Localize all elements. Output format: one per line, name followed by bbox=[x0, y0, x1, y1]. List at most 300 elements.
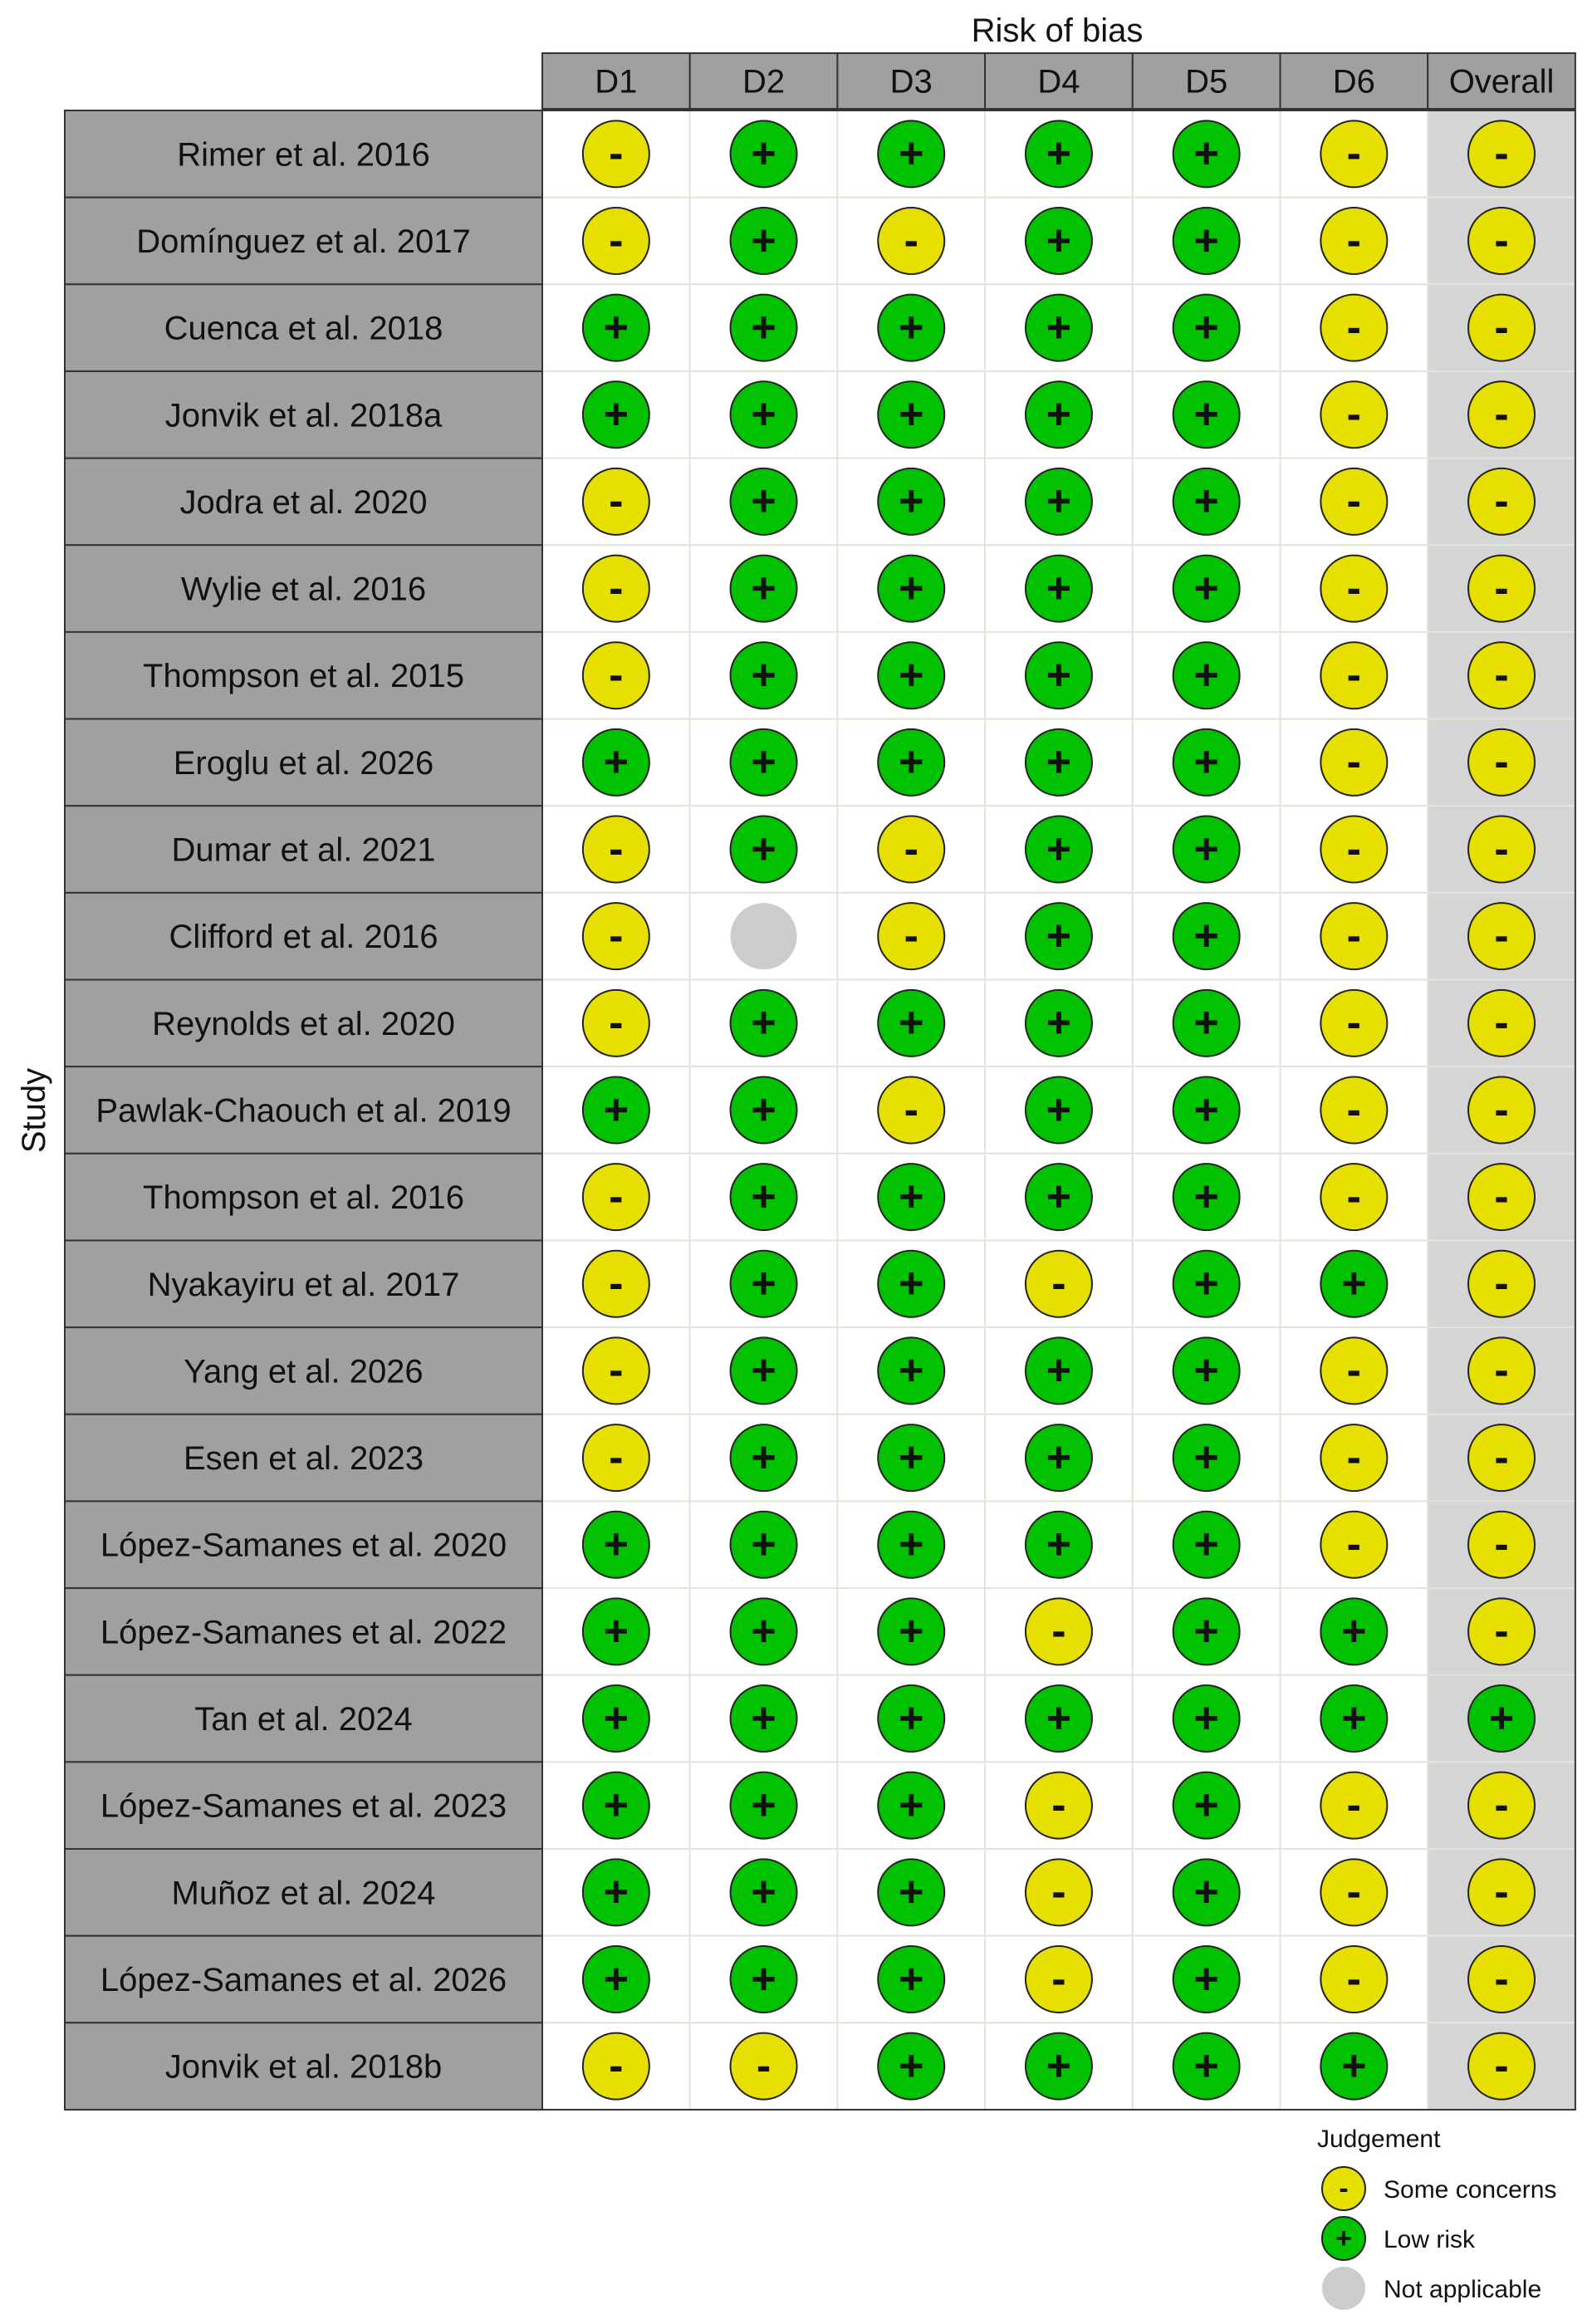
judgement-low-risk bbox=[583, 1859, 649, 1925]
judgement-some-concerns bbox=[1320, 729, 1387, 796]
judgement-some-concerns bbox=[731, 2033, 797, 2100]
judgement-some-concerns-symbol: - bbox=[609, 2042, 624, 2091]
judgement-low-risk-symbol: + bbox=[1046, 1346, 1072, 1395]
judgement-some-concerns-symbol: - bbox=[1346, 216, 1362, 265]
judgement-low-risk-symbol: + bbox=[1341, 2042, 1367, 2091]
study-label: López-Samanes et al. 2020 bbox=[100, 1527, 507, 1564]
judgement-some-concerns-symbol: - bbox=[1494, 477, 1509, 526]
judgement-low-risk-symbol: + bbox=[899, 1954, 924, 2003]
judgement-some-concerns bbox=[583, 208, 649, 274]
judgement-low-risk bbox=[878, 2033, 944, 2100]
judgement-some-concerns bbox=[1320, 903, 1387, 969]
judgement-low-risk bbox=[1026, 295, 1092, 361]
study-label: Esen et al. 2023 bbox=[183, 1440, 424, 1478]
judgement-some-concerns-symbol: - bbox=[1346, 1346, 1362, 1395]
judgement-low-risk bbox=[1026, 2033, 1092, 2100]
judgement-some-concerns bbox=[878, 1076, 944, 1143]
column-header-d6: D6 bbox=[1332, 63, 1375, 101]
judgement-low-risk bbox=[1173, 556, 1240, 622]
judgement-some-concerns-symbol: - bbox=[609, 1259, 624, 1308]
judgement-low-risk bbox=[1026, 1164, 1092, 1230]
judgement-some-concerns-symbol: - bbox=[1494, 651, 1509, 700]
judgement-some-concerns bbox=[1320, 120, 1387, 187]
legend-swatch-low-risk-symbol: + bbox=[1335, 2222, 1352, 2254]
judgement-some-concerns-symbol: - bbox=[609, 911, 624, 960]
study-labels bbox=[65, 110, 542, 2110]
judgement-some-concerns-symbol: - bbox=[1494, 911, 1509, 960]
judgement-low-risk bbox=[1026, 1076, 1092, 1143]
judgement-some-concerns bbox=[1468, 1598, 1535, 1665]
judgement-low-risk bbox=[731, 208, 797, 274]
judgement-some-concerns bbox=[1026, 1598, 1092, 1665]
judgement-low-risk bbox=[731, 1598, 797, 1665]
judgement-some-concerns bbox=[1468, 1424, 1535, 1491]
judgement-some-concerns bbox=[583, 1337, 649, 1404]
judgement-some-concerns-symbol: - bbox=[609, 651, 624, 700]
study-label: Yang et al. 2026 bbox=[184, 1353, 424, 1390]
judgement-low-risk-symbol: + bbox=[751, 998, 776, 1047]
study-label: Muñoz et al. 2024 bbox=[171, 1875, 436, 1912]
judgement-low-risk bbox=[878, 381, 944, 448]
judgement-low-risk bbox=[878, 295, 944, 361]
judgement-low-risk bbox=[1320, 1598, 1387, 1665]
judgement-some-concerns bbox=[1468, 729, 1535, 796]
judgement-some-concerns-symbol: - bbox=[1494, 1433, 1509, 1482]
judgement-low-risk bbox=[1173, 1685, 1240, 1752]
study-label: Thompson et al. 2015 bbox=[143, 658, 464, 695]
judgement-low-risk-symbol: + bbox=[751, 303, 776, 352]
judgement-low-risk-symbol: + bbox=[899, 1607, 924, 1656]
legend-label-not-applicable: Not applicable bbox=[1384, 2276, 1542, 2303]
judgement-low-risk-symbol: + bbox=[1341, 1607, 1367, 1656]
judgement-some-concerns bbox=[583, 120, 649, 187]
judgement-low-risk-symbol: + bbox=[751, 1607, 776, 1656]
judgement-some-concerns-symbol: - bbox=[1494, 825, 1509, 874]
judgement-low-risk-symbol: + bbox=[1193, 2042, 1219, 2091]
judgement-low-risk-symbol: + bbox=[603, 1694, 629, 1743]
judgement-low-risk bbox=[731, 1946, 797, 2013]
judgement-low-risk bbox=[1173, 1598, 1240, 1665]
judgement-low-risk bbox=[1026, 468, 1092, 535]
judgement-low-risk-symbol: + bbox=[1193, 1607, 1219, 1656]
judgement-low-risk-symbol: + bbox=[1193, 998, 1219, 1047]
study-label: López-Samanes et al. 2022 bbox=[100, 1614, 507, 1651]
judgement-low-risk-symbol: + bbox=[1193, 390, 1219, 439]
judgement-low-risk bbox=[878, 556, 944, 622]
judgement-low-risk-symbol: + bbox=[751, 738, 776, 787]
judgement-low-risk bbox=[731, 468, 797, 535]
judgement-some-concerns bbox=[1468, 1164, 1535, 1230]
judgement-low-risk-symbol: + bbox=[603, 1086, 629, 1135]
judgement-low-risk-symbol: + bbox=[1193, 1259, 1219, 1308]
judgement-some-concerns bbox=[1468, 1337, 1535, 1404]
judgement-low-risk-symbol: + bbox=[899, 1520, 924, 1569]
legend-swatch-not-applicable bbox=[1322, 2267, 1365, 2310]
judgement-some-concerns bbox=[1468, 208, 1535, 274]
judgement-some-concerns bbox=[1320, 1164, 1387, 1230]
judgement-low-risk-symbol: + bbox=[751, 651, 776, 700]
judgement-low-risk bbox=[1026, 642, 1092, 708]
judgement-low-risk bbox=[583, 1685, 649, 1752]
judgement-some-concerns bbox=[1320, 1076, 1387, 1143]
judgement-low-risk-symbol: + bbox=[1193, 1954, 1219, 2003]
judgement-low-risk bbox=[731, 295, 797, 361]
judgement-some-concerns-symbol: - bbox=[1346, 1520, 1362, 1569]
judgement-some-concerns-symbol: - bbox=[1494, 998, 1509, 1047]
judgement-some-concerns bbox=[1468, 903, 1535, 969]
judgement-low-risk bbox=[1173, 1424, 1240, 1491]
judgement-low-risk bbox=[1173, 1164, 1240, 1230]
judgement-low-risk-symbol: + bbox=[751, 1086, 776, 1135]
judgement-low-risk bbox=[878, 729, 944, 796]
judgement-low-risk-symbol: + bbox=[603, 1520, 629, 1569]
judgement-some-concerns-symbol: - bbox=[1051, 1259, 1066, 1308]
judgement-some-concerns-symbol: - bbox=[1494, 390, 1509, 439]
judgement-low-risk-symbol: + bbox=[899, 477, 924, 526]
judgement-some-concerns bbox=[583, 642, 649, 708]
judgement-low-risk-symbol: + bbox=[899, 1433, 924, 1482]
judgement-low-risk bbox=[731, 120, 797, 187]
judgement-low-risk bbox=[1173, 729, 1240, 796]
judgement-some-concerns-symbol: - bbox=[609, 998, 624, 1047]
judgement-low-risk-symbol: + bbox=[603, 1868, 629, 1917]
judgement-some-concerns-symbol: - bbox=[1494, 564, 1509, 613]
judgement-low-risk-symbol: + bbox=[899, 390, 924, 439]
judgement-some-concerns bbox=[1468, 556, 1535, 622]
judgement-low-risk bbox=[1173, 816, 1240, 883]
judgement-some-concerns bbox=[1468, 2033, 1535, 2100]
judgement-some-concerns-symbol: - bbox=[1494, 1868, 1509, 1917]
judgement-low-risk-symbol: + bbox=[751, 1433, 776, 1482]
judgement-low-risk-symbol: + bbox=[1193, 477, 1219, 526]
judgement-some-concerns-symbol: - bbox=[1346, 390, 1362, 439]
judgement-low-risk-symbol: + bbox=[1488, 1694, 1515, 1743]
judgement-low-risk bbox=[878, 1859, 944, 1925]
judgement-low-risk bbox=[731, 1685, 797, 1752]
judgement-low-risk-symbol: + bbox=[751, 1868, 776, 1917]
judgement-low-risk bbox=[731, 642, 797, 708]
judgement-low-risk bbox=[1173, 1859, 1240, 1925]
judgement-low-risk-symbol: + bbox=[603, 1954, 629, 2003]
judgement-low-risk bbox=[1173, 1772, 1240, 1839]
study-label: Rimer et al. 2016 bbox=[177, 136, 430, 174]
judgement-some-concerns-symbol: - bbox=[1346, 1868, 1362, 1917]
judgement-low-risk bbox=[1173, 381, 1240, 448]
judgement-some-concerns bbox=[1026, 1772, 1092, 1839]
judgement-low-risk bbox=[1173, 990, 1240, 1057]
study-label: Jonvik et al. 2018a bbox=[164, 397, 443, 434]
judgement-low-risk bbox=[1026, 556, 1092, 622]
judgement-low-risk-symbol: + bbox=[1046, 303, 1072, 352]
judgement-some-concerns-symbol: - bbox=[1346, 1781, 1362, 1830]
judgement-not-applicable bbox=[731, 903, 797, 969]
judgement-low-risk-symbol: + bbox=[1193, 1172, 1219, 1221]
column-header-d5: D5 bbox=[1185, 63, 1228, 101]
judgement-some-concerns bbox=[1320, 1946, 1387, 2013]
judgement-some-concerns-symbol: - bbox=[609, 564, 624, 613]
judgement-some-concerns-symbol: - bbox=[1346, 911, 1362, 960]
judgement-low-risk-symbol: + bbox=[1193, 1520, 1219, 1569]
judgement-low-risk-symbol: + bbox=[1046, 2042, 1072, 2091]
judgement-some-concerns-symbol: - bbox=[1346, 998, 1362, 1047]
judgement-low-risk bbox=[583, 1772, 649, 1839]
judgement-low-risk-symbol: + bbox=[751, 216, 776, 265]
judgement-low-risk bbox=[1026, 729, 1092, 796]
judgement-some-concerns bbox=[1468, 1859, 1535, 1925]
judgement-some-concerns-symbol: - bbox=[1494, 1086, 1509, 1135]
judgement-low-risk-symbol: + bbox=[1046, 738, 1072, 787]
study-label: López-Samanes et al. 2023 bbox=[100, 1787, 507, 1825]
judgement-some-concerns-symbol: - bbox=[904, 825, 918, 874]
judgement-low-risk-symbol: + bbox=[1193, 216, 1219, 265]
judgement-low-risk-symbol: + bbox=[1341, 1694, 1367, 1743]
judgement-some-concerns bbox=[1468, 816, 1535, 883]
judgement-some-concerns bbox=[1320, 816, 1387, 883]
judgement-some-concerns-symbol: - bbox=[1494, 738, 1509, 787]
legend-title: Judgement bbox=[1317, 2125, 1441, 2153]
judgement-low-risk bbox=[1320, 2033, 1387, 2100]
judgement-low-risk-symbol: + bbox=[1193, 1433, 1219, 1482]
judgement-low-risk-symbol: + bbox=[1046, 911, 1072, 960]
judgement-some-concerns bbox=[1026, 1946, 1092, 2013]
judgement-low-risk bbox=[878, 1251, 944, 1317]
judgement-some-concerns bbox=[1468, 120, 1535, 187]
judgement-low-risk bbox=[731, 816, 797, 883]
judgement-some-concerns bbox=[1320, 1424, 1387, 1491]
judgement-some-concerns-symbol: - bbox=[1494, 1259, 1509, 1308]
study-label: Cuenca et al. 2018 bbox=[164, 310, 443, 347]
judgement-low-risk bbox=[878, 1512, 944, 1578]
judgement-low-risk bbox=[1026, 1424, 1092, 1491]
legend bbox=[1317, 2125, 1556, 2310]
judgement-low-risk bbox=[878, 1424, 944, 1491]
judgement-some-concerns bbox=[1320, 642, 1387, 708]
judgement-low-risk bbox=[583, 295, 649, 361]
judgement-low-risk-symbol: + bbox=[751, 1259, 776, 1308]
judgement-low-risk-symbol: + bbox=[751, 1520, 776, 1569]
judgement-some-concerns-symbol: - bbox=[1494, 1781, 1509, 1830]
judgement-low-risk-symbol: + bbox=[899, 651, 924, 700]
judgement-low-risk bbox=[1173, 1946, 1240, 2013]
judgement-low-risk-symbol: + bbox=[899, 303, 924, 352]
legend-swatch-some-concerns-symbol: - bbox=[1339, 2172, 1349, 2204]
judgement-low-risk bbox=[731, 556, 797, 622]
study-label: López-Samanes et al. 2026 bbox=[100, 1961, 507, 1998]
judgement-low-risk-symbol: + bbox=[751, 1781, 776, 1830]
judgement-low-risk bbox=[1173, 208, 1240, 274]
judgement-some-concerns-symbol: - bbox=[1494, 1954, 1509, 2003]
judgement-low-risk bbox=[1026, 120, 1092, 187]
judgement-some-concerns bbox=[1320, 1772, 1387, 1839]
judgement-low-risk bbox=[1026, 381, 1092, 448]
study-label: Dumar et al. 2021 bbox=[171, 831, 436, 869]
judgement-low-risk bbox=[731, 1424, 797, 1491]
judgement-some-concerns-symbol: - bbox=[756, 2042, 772, 2091]
judgement-low-risk bbox=[731, 990, 797, 1057]
judgement-some-concerns-symbol: - bbox=[1051, 1954, 1066, 2003]
judgement-some-concerns bbox=[1320, 468, 1387, 535]
judgement-low-risk-symbol: + bbox=[751, 1694, 776, 1743]
judgement-low-risk-symbol: + bbox=[1046, 1172, 1072, 1221]
judgement-some-concerns bbox=[1468, 381, 1535, 448]
judgement-some-concerns-symbol: - bbox=[1494, 303, 1509, 352]
judgement-low-risk-symbol: + bbox=[603, 303, 629, 352]
judgement-low-risk-symbol: + bbox=[899, 1172, 924, 1221]
judgement-low-risk-symbol: + bbox=[1193, 303, 1219, 352]
study-label: Clifford et al. 2016 bbox=[169, 919, 438, 956]
y-axis-label: Study bbox=[16, 1067, 52, 1154]
judgement-some-concerns-symbol: - bbox=[609, 477, 624, 526]
judgement-some-concerns bbox=[1320, 381, 1387, 448]
judgement-low-risk-symbol: + bbox=[1046, 651, 1072, 700]
judgement-low-risk-symbol: + bbox=[751, 130, 776, 179]
judgement-some-concerns bbox=[878, 903, 944, 969]
judgement-low-risk bbox=[1026, 1685, 1092, 1752]
judgement-low-risk bbox=[731, 1512, 797, 1578]
judgement-low-risk bbox=[1173, 1512, 1240, 1578]
judgement-low-risk bbox=[878, 1946, 944, 2013]
judgement-some-concerns bbox=[1468, 295, 1535, 361]
judgement-some-concerns bbox=[1468, 1772, 1535, 1839]
legend-label-some-concerns: Some concerns bbox=[1384, 2176, 1557, 2204]
judgement-some-concerns-symbol: - bbox=[609, 1346, 624, 1395]
judgement-some-concerns-symbol: - bbox=[1346, 651, 1362, 700]
judgement-low-risk bbox=[583, 1946, 649, 2013]
judgement-low-risk bbox=[878, 642, 944, 708]
judgement-low-risk-symbol: + bbox=[899, 998, 924, 1047]
judgement-some-concerns bbox=[1468, 1946, 1535, 2013]
judgement-some-concerns bbox=[1320, 295, 1387, 361]
judgement-low-risk-symbol: + bbox=[899, 1868, 924, 1917]
judgement-some-concerns-symbol: - bbox=[1346, 1086, 1362, 1135]
judgement-some-concerns bbox=[878, 208, 944, 274]
judgement-some-concerns-symbol: - bbox=[1494, 1172, 1509, 1221]
judgement-some-concerns-symbol: - bbox=[609, 1433, 624, 1482]
judgement-low-risk bbox=[1173, 642, 1240, 708]
judgement-low-risk bbox=[1026, 816, 1092, 883]
judgement-some-concerns bbox=[1468, 642, 1535, 708]
judgement-some-concerns bbox=[1468, 1251, 1535, 1317]
judgement-low-risk bbox=[1173, 120, 1240, 187]
judgement-some-concerns-symbol: - bbox=[1494, 1607, 1509, 1656]
study-label: Pawlak-Chaouch et al. 2019 bbox=[96, 1092, 512, 1130]
column-header-overall: Overall bbox=[1448, 63, 1555, 101]
judgement-some-concerns-symbol: - bbox=[1051, 1781, 1066, 1830]
study-label: Domínguez et al. 2017 bbox=[136, 223, 471, 260]
judgement-low-risk-symbol: + bbox=[899, 738, 924, 787]
judgement-low-risk bbox=[1173, 1337, 1240, 1404]
study-label: Wylie et al. 2016 bbox=[180, 571, 427, 608]
judgement-low-risk bbox=[731, 1164, 797, 1230]
judgement-low-risk bbox=[878, 1337, 944, 1404]
judgement-low-risk-symbol: + bbox=[603, 1781, 629, 1830]
judgement-low-risk-symbol: + bbox=[751, 1954, 776, 2003]
judgement-some-concerns bbox=[1026, 1251, 1092, 1317]
judgement-some-concerns bbox=[1026, 1859, 1092, 1925]
judgement-some-concerns bbox=[1320, 1512, 1387, 1578]
judgement-low-risk-symbol: + bbox=[1046, 564, 1072, 613]
judgement-low-risk-symbol: + bbox=[1193, 651, 1219, 700]
judgement-low-risk-symbol: + bbox=[899, 1694, 924, 1743]
column-header-d3: D3 bbox=[889, 63, 933, 101]
judgement-low-risk-symbol: + bbox=[603, 1607, 629, 1656]
judgement-some-concerns-symbol: - bbox=[1494, 130, 1509, 179]
judgement-low-risk-symbol: + bbox=[1193, 1868, 1219, 1917]
judgement-some-concerns bbox=[1320, 208, 1387, 274]
judgement-low-risk bbox=[878, 1598, 944, 1665]
judgement-low-risk-symbol: + bbox=[603, 738, 629, 787]
judgement-some-concerns-symbol: - bbox=[1051, 1868, 1066, 1917]
study-label: Eroglu et al. 2026 bbox=[173, 744, 434, 782]
judgement-low-risk-symbol: + bbox=[1046, 1520, 1072, 1569]
judgement-some-concerns bbox=[583, 903, 649, 969]
judgement-low-risk-symbol: + bbox=[1193, 738, 1219, 787]
judgement-some-concerns bbox=[583, 1424, 649, 1491]
judgement-some-concerns bbox=[583, 990, 649, 1057]
judgement-low-risk bbox=[731, 729, 797, 796]
judgement-low-risk bbox=[731, 381, 797, 448]
judgement-low-risk bbox=[1173, 903, 1240, 969]
judgement-low-risk-symbol: + bbox=[751, 477, 776, 526]
judgement-low-risk-symbol: + bbox=[1193, 1781, 1219, 1830]
judgement-low-risk-symbol: + bbox=[899, 1259, 924, 1308]
judgement-low-risk-symbol: + bbox=[751, 564, 776, 613]
judgement-some-concerns-symbol: - bbox=[904, 911, 918, 960]
legend-swatch-some-concerns bbox=[1322, 2167, 1365, 2210]
judgement-some-concerns bbox=[1320, 1859, 1387, 1925]
judgement-low-risk bbox=[731, 1772, 797, 1839]
judgement-low-risk bbox=[1026, 208, 1092, 274]
judgement-low-risk-symbol: + bbox=[1193, 825, 1219, 874]
column-headers bbox=[542, 53, 1575, 109]
judgement-some-concerns-symbol: - bbox=[1346, 1954, 1362, 2003]
judgement-some-concerns-symbol: - bbox=[609, 1172, 624, 1221]
judgement-low-risk-symbol: + bbox=[603, 390, 629, 439]
judgement-low-risk bbox=[583, 381, 649, 448]
study-label: Jodra et al. 2020 bbox=[179, 483, 428, 521]
judgement-some-concerns-symbol: - bbox=[1346, 564, 1362, 613]
judgement-low-risk bbox=[1320, 1251, 1387, 1317]
judgement-low-risk-symbol: + bbox=[1046, 1433, 1072, 1482]
judgement-low-risk-symbol: + bbox=[751, 390, 776, 439]
judgement-low-risk-symbol: + bbox=[1193, 1346, 1219, 1395]
judgement-some-concerns-symbol: - bbox=[1494, 1520, 1509, 1569]
judgement-some-concerns-symbol: - bbox=[1346, 1433, 1362, 1482]
judgement-low-risk-symbol: + bbox=[1193, 130, 1219, 179]
judgement-some-concerns-symbol: - bbox=[609, 216, 624, 265]
judgement-some-concerns bbox=[1468, 990, 1535, 1057]
judgement-low-risk bbox=[1173, 295, 1240, 361]
judgement-low-risk bbox=[1468, 1685, 1535, 1752]
judgement-low-risk-symbol: + bbox=[899, 130, 924, 179]
judgement-low-risk bbox=[1026, 1337, 1092, 1404]
judgement-low-risk bbox=[1026, 990, 1092, 1057]
judgement-low-risk-symbol: + bbox=[751, 825, 776, 874]
judgement-some-concerns bbox=[583, 1251, 649, 1317]
judgement-low-risk bbox=[1173, 1076, 1240, 1143]
judgement-low-risk-symbol: + bbox=[751, 1172, 776, 1221]
legend-label-low-risk: Low risk bbox=[1384, 2226, 1476, 2253]
judgement-low-risk-symbol: + bbox=[899, 1781, 924, 1830]
study-label: Tan et al. 2024 bbox=[194, 1701, 413, 1738]
judgement-low-risk bbox=[1173, 1251, 1240, 1317]
judgement-low-risk-symbol: + bbox=[1341, 1259, 1367, 1308]
judgement-low-risk-symbol: + bbox=[1046, 130, 1072, 179]
judgement-low-risk-symbol: + bbox=[1046, 390, 1072, 439]
judgement-some-concerns bbox=[583, 816, 649, 883]
study-label: Jonvik et al. 2018b bbox=[164, 2048, 443, 2086]
study-label: Nyakayiru et al. 2017 bbox=[147, 1266, 460, 1303]
